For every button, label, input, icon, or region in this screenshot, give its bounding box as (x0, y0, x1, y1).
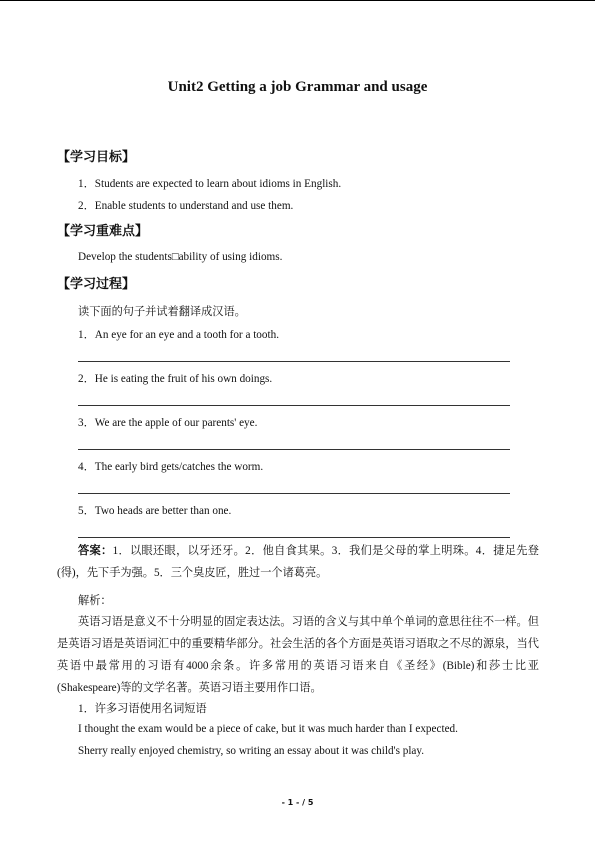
objective-item: 1．Students are expected to learn about idioms in English. (78, 178, 342, 190)
objectives-heading: 【学习目标】 (57, 150, 136, 165)
process-intro: 读下面的句子并试着翻译成汉语。 (78, 306, 246, 318)
key-points-heading: 【学习重难点】 (57, 224, 149, 239)
answer-blank[interactable] (78, 537, 510, 538)
answer-text: 1．以眼还眼，以牙还牙。2．他自食其果。3．我们是父母的掌上明珠。4．捷足先登(得)，先下手为强。5．三个臭皮匠，胜过一个诸葛亮。 (57, 545, 539, 579)
answer-blank[interactable] (78, 405, 510, 406)
answer-block (57, 540, 539, 584)
top-rule (0, 0, 595, 1)
analysis-paragraph: 英语习语是意义不十分明显的固定表达法。习语的含义与其中单个单词的意思往往不一样。但是英语习语是英语词汇中的重要精华部分。社会生活的各个方面是英语习语取之不尽的源泉，当代英语中最常用的习语有4000余条。许多常用的英语习语来自《圣经》(Bible)和莎士比亚(Shakespeare)等的文学名著。英语习语主要用作口语。 (57, 616, 539, 694)
example-sentence: I thought the exam would be a piece of cake, but it was much harder than I expected. (78, 723, 458, 735)
sentence-item: 2．He is eating the fruit of his own doings. (78, 373, 273, 385)
page-number: - 1 - / 5 (281, 798, 314, 807)
sentence-item: 1．An eye for an eye and a tooth for a tooth. (78, 329, 279, 341)
sentence-item: 4．The early bird gets/catches the worm. (78, 461, 264, 473)
answer-label: 答案： (78, 544, 113, 557)
example-sentence: Sherry really enjoyed chemistry, so writing an essay about it was child's play. (78, 745, 425, 757)
objective-item: 2．Enable students to understand and use them. (78, 200, 294, 212)
sentence-item: 3．We are the apple of our parents' eye. (78, 417, 258, 429)
process-heading: 【学习过程】 (57, 277, 136, 292)
answer-blank[interactable] (78, 449, 510, 450)
key-points-text: Develop the students□ability of using idioms. (78, 251, 283, 263)
analysis-label: 解析： (78, 595, 112, 607)
sentence-item: 5．Two heads are better than one. (78, 505, 232, 517)
answer-blank[interactable] (78, 493, 510, 494)
answer-blank[interactable] (78, 361, 510, 362)
subsection-heading: 1．许多习语使用名词短语 (78, 703, 207, 715)
page-title: Unit2 Getting a job Grammar and usage (167, 79, 428, 95)
